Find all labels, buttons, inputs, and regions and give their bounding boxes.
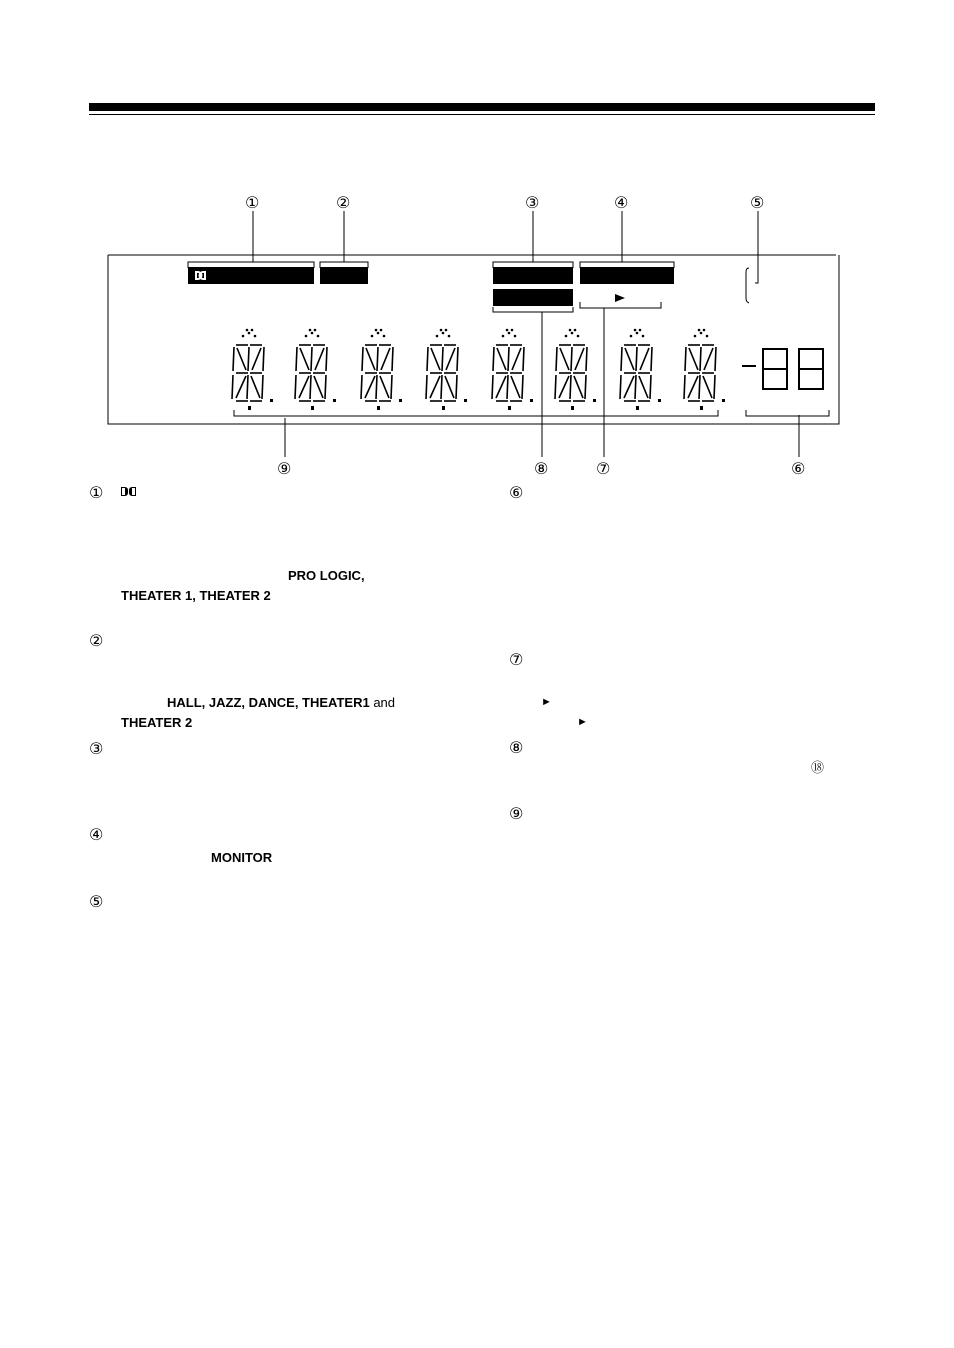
character-cell-5: [492, 329, 533, 410]
callout-2: ②: [336, 193, 351, 212]
callout-7: ⑦: [596, 459, 611, 478]
callout-5: ⑤: [750, 193, 765, 212]
item-8-number: ⑧: [509, 738, 524, 757]
item-3-number: ③: [89, 739, 104, 758]
item-6-number: ⑥: [509, 483, 524, 502]
item-5-number: ⑤: [89, 892, 104, 911]
item-2-number: ②: [89, 631, 104, 650]
dd-logo-icon: [195, 271, 206, 280]
indicator-3b: [493, 289, 573, 306]
item-2-modes-b: THEATER 2: [121, 715, 193, 730]
character-cell-2: [295, 329, 336, 410]
item-2-modes-a: HALL, JAZZ, DANCE, THEATER1 and: [167, 695, 396, 710]
character-cell-7: [620, 329, 661, 410]
callout-6: ⑥: [791, 459, 806, 478]
callout-9: ⑨: [277, 459, 292, 478]
indicator-3a: [493, 267, 573, 284]
callout-4: ④: [614, 193, 629, 212]
item-1-modes-b: THEATER 1, THEATER 2: [121, 588, 271, 603]
play-arrow-icon: [615, 294, 625, 302]
level-readout: [742, 349, 823, 389]
character-cell-6: [555, 329, 596, 410]
item-7-number: ⑦: [509, 650, 524, 669]
front-panel-display-diagram: [0, 0, 954, 480]
callout-8: ⑧: [534, 459, 549, 478]
item-9-number: ⑨: [509, 804, 524, 823]
callout-1: ①: [245, 193, 260, 212]
character-cell-4: [426, 329, 467, 410]
character-cell-1: [232, 329, 273, 410]
item-1-number: ①: [89, 483, 104, 502]
indicator-dsp: [320, 267, 368, 284]
callout-3: ③: [525, 193, 540, 212]
item-1-modes-a: PRO LOGIC,: [288, 568, 365, 583]
indicator-4: [580, 267, 674, 284]
item-7-arrow-2: ►: [577, 716, 588, 728]
indicator-dolby: [188, 267, 314, 284]
dolby-double-d-icon: [121, 483, 139, 503]
item-4-monitor: MONITOR: [211, 850, 273, 865]
character-cell-3: [361, 329, 402, 410]
item-4-number: ④: [89, 825, 104, 844]
item-7-arrow-1: ►: [541, 696, 552, 708]
item-8-reference: ⑱: [811, 761, 825, 776]
character-cell-8: [684, 329, 725, 410]
